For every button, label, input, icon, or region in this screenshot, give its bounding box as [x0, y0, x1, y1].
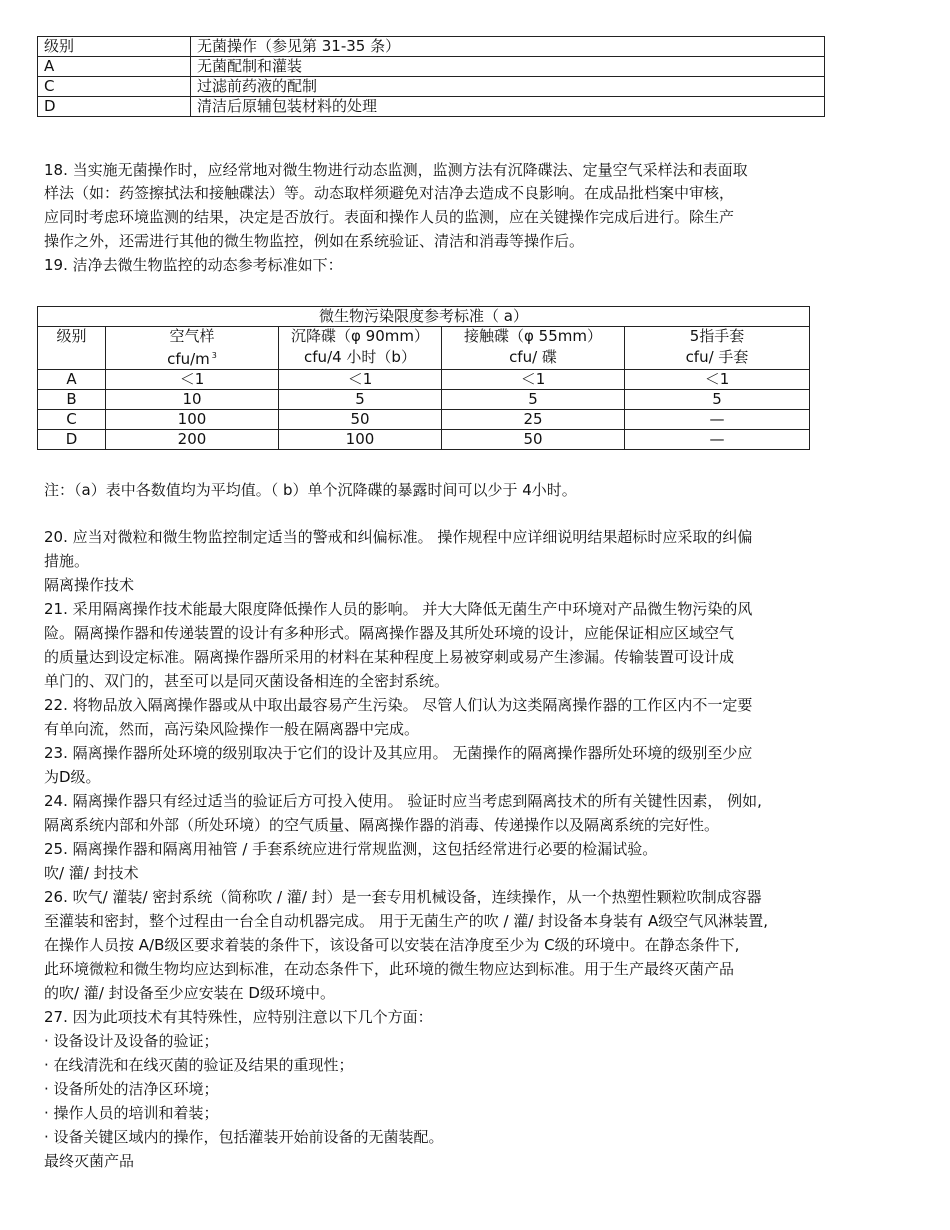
table-cell: C: [38, 77, 191, 97]
table-row: [38, 77, 825, 97]
table-cell: 100: [106, 410, 279, 430]
cleanroom-grade-table: [37, 36, 825, 117]
list-item: · 设备所处的洁净区环境；: [44, 1080, 219, 1098]
paragraph-line: 18. 当实施无菌操作时，应经常地对微生物进行动态监测，监测方法有沉降碟法、定量空气采样法和表面取: [44, 161, 748, 179]
table-row: [38, 390, 810, 410]
table-cell: —: [625, 430, 810, 450]
list-item: · 设备关键区域内的操作，包括灌装开始前设备的无菌装配。: [44, 1128, 444, 1146]
paragraph-line: 隔离系统内部和外部（所处环境）的空气质量、隔离操作器的消毒、传递操作以及隔离系统的完好性。: [44, 816, 720, 834]
table-title: 微生物污染限度参考标准（ a）: [38, 307, 810, 327]
table-row: [38, 430, 810, 450]
table-cell: 25: [442, 410, 625, 430]
table-header-cell: 5指手套: [625, 327, 810, 347]
table-cell: 无菌操作（参见第 31-35 条）: [191, 37, 825, 57]
table-cell: —: [625, 410, 810, 430]
table-row: [38, 97, 825, 117]
unit-text: cfu/m: [167, 350, 210, 368]
table-row: [38, 370, 810, 390]
paragraph-line: 19. 洁净去微生物监控的动态参考标准如下：: [44, 256, 343, 274]
table-cell: 10: [106, 390, 279, 410]
table-cell: C: [38, 410, 106, 430]
table-header-cell: cfu/ 手套: [625, 346, 810, 370]
paragraph-line: 措施。: [44, 552, 90, 570]
microbial-limit-table: [37, 306, 810, 450]
paragraph-line: 操作之外，还需进行其他的微生物监控，例如在系统验证、清洁和消毒等操作后。: [44, 232, 585, 250]
paragraph-line: 26. 吹气/ 灌装/ 密封系统（简称吹 / 灌/ 封）是一套专用机械设备，连续操作，从一个热塑性颗粒吹制成容器: [44, 888, 762, 906]
paragraph-line: 样法（如：药签擦拭法和接触碟法）等。动态取样须避免对洁净去造成不良影响。在成品批档案中审核，: [44, 184, 735, 202]
table-cell: 无菌配制和灌装: [191, 57, 825, 77]
table-cell: A: [38, 370, 106, 390]
table-cell: 50: [442, 430, 625, 450]
paragraph-line: 为D级。: [44, 768, 101, 786]
table-header-cell: [106, 346, 279, 370]
paragraph-line: 的吹/ 灌/ 封设备至少应安装在 D级环境中。: [44, 984, 335, 1002]
table-header-cell: 沉降碟（φ 90mm）: [279, 327, 442, 347]
table-cell: ＜1: [442, 370, 625, 390]
list-item: · 操作人员的培训和着装；: [44, 1104, 219, 1122]
table-header-cell: cfu/ 碟: [442, 346, 625, 370]
table-cell: 5: [625, 390, 810, 410]
section-heading: 最终灭菌产品: [44, 1152, 135, 1170]
paragraph-line: 应同时考虑环境监测的结果，决定是否放行。表面和操作人员的监测，应在关键操作完成后进行。除生产: [44, 208, 735, 226]
table-cell: B: [38, 390, 106, 410]
paragraph-line: 至灌装和密封，整个过程由一台全自动机器完成。 用于无菌生产的吹 / 灌/ 封设备本身装有 A级空气风淋装置,: [44, 912, 768, 930]
table-cell: ＜1: [625, 370, 810, 390]
table-cell: 100: [279, 430, 442, 450]
table-cell: 5: [442, 390, 625, 410]
paragraph-line: 此环境微粒和微生物均应达到标准，在动态条件下，此环境的微生物应达到标准。用于生产最终灭菌产品: [44, 960, 735, 978]
table-cell: D: [38, 430, 106, 450]
paragraph-line: 25. 隔离操作器和隔离用袖管 / 手套系统应进行常规监测，这包括经常进行必要的检漏试验。: [44, 840, 658, 858]
table-note: 注：（a）表中各数值均为平均值。（ b）单个沉降碟的暴露时间可以少于 4小时。: [44, 481, 577, 499]
table-header-cell: 接触碟（φ 55mm）: [442, 327, 625, 347]
table-row: [38, 410, 810, 430]
table-cell: 50: [279, 410, 442, 430]
table-header-row: [38, 327, 810, 347]
table-cell: 过滤前药液的配制: [191, 77, 825, 97]
table-cell: ＜1: [106, 370, 279, 390]
paragraph-line: 有单向流，然而，高污染风险操作一般在隔离器中完成。: [44, 720, 420, 738]
paragraph-line: 险。隔离操作器和传递装置的设计有多种形式。隔离操作器及其所处环境的设计，应能保证相应区域空气: [44, 624, 735, 642]
paragraph-line: 27. 因为此项技术有其特殊性，应特别注意以下几个方面：: [44, 1008, 433, 1026]
paragraph-line: 在操作人员按 A/B级区要求着装的条件下，该设备可以安装在洁净度至少为 C级的环境中。在静态条件下,: [44, 936, 740, 954]
table-header-row: [38, 346, 810, 370]
list-item: · 在线清洗和在线灭菌的验证及结果的重现性；: [44, 1056, 354, 1074]
table-cell: A: [38, 57, 191, 77]
table-header-cell: 空气样: [106, 327, 279, 347]
table-cell: 级别: [38, 37, 191, 57]
table-header-row: [38, 37, 825, 57]
table-header-cell: cfu/4 小时（b）: [279, 346, 442, 370]
table-cell: ＜1: [279, 370, 442, 390]
paragraph-line: 22. 将物品放入隔离操作器或从中取出最容易产生污染。 尽管人们认为这类隔离操作器的工作区内不一定要: [44, 696, 753, 714]
table-cell: 5: [279, 390, 442, 410]
section-heading: 吹/ 灌/ 封技术: [44, 864, 139, 882]
table-cell: 200: [106, 430, 279, 450]
paragraph-line: 的质量达到设定标准。隔离操作器所采用的材料在某种程度上易被穿刺或易产生渗漏。传输装置可设计成: [44, 648, 735, 666]
paragraph-line: 21. 采用隔离操作技术能最大限度降低操作人员的影响。 并大大降低无菌生产中环境对产品微生物污染的风: [44, 600, 753, 618]
list-item: · 设备设计及设备的验证；: [44, 1032, 219, 1050]
paragraph-line: 20. 应当对微粒和微生物监控制定适当的警戒和纠偏标准。 操作规程中应详细说明结果超标时应采取的纠偏: [44, 528, 753, 546]
paragraph-line: 24. 隔离操作器只有经过适当的验证后方可投入使用。 验证时应当考虑到隔离技术的所有关键性因素， 例如,: [44, 792, 762, 810]
paragraph-line: 23. 隔离操作器所处环境的级别取决于它们的设计及其应用。 无菌操作的隔离操作器所处环境的级别至少应: [44, 744, 753, 762]
table-row: [38, 57, 825, 77]
table-title-row: [38, 307, 810, 327]
paragraph-line: 单门的、双门的，甚至可以是同灭菌设备相连的全密封系统。: [44, 672, 450, 690]
table-header-cell: 级别: [38, 327, 106, 370]
table-cell: D: [38, 97, 191, 117]
table-cell: 清洁后原辅包装材料的处理: [191, 97, 825, 117]
section-heading: 隔离操作技术: [44, 576, 135, 594]
superscript: 3: [211, 351, 217, 360]
